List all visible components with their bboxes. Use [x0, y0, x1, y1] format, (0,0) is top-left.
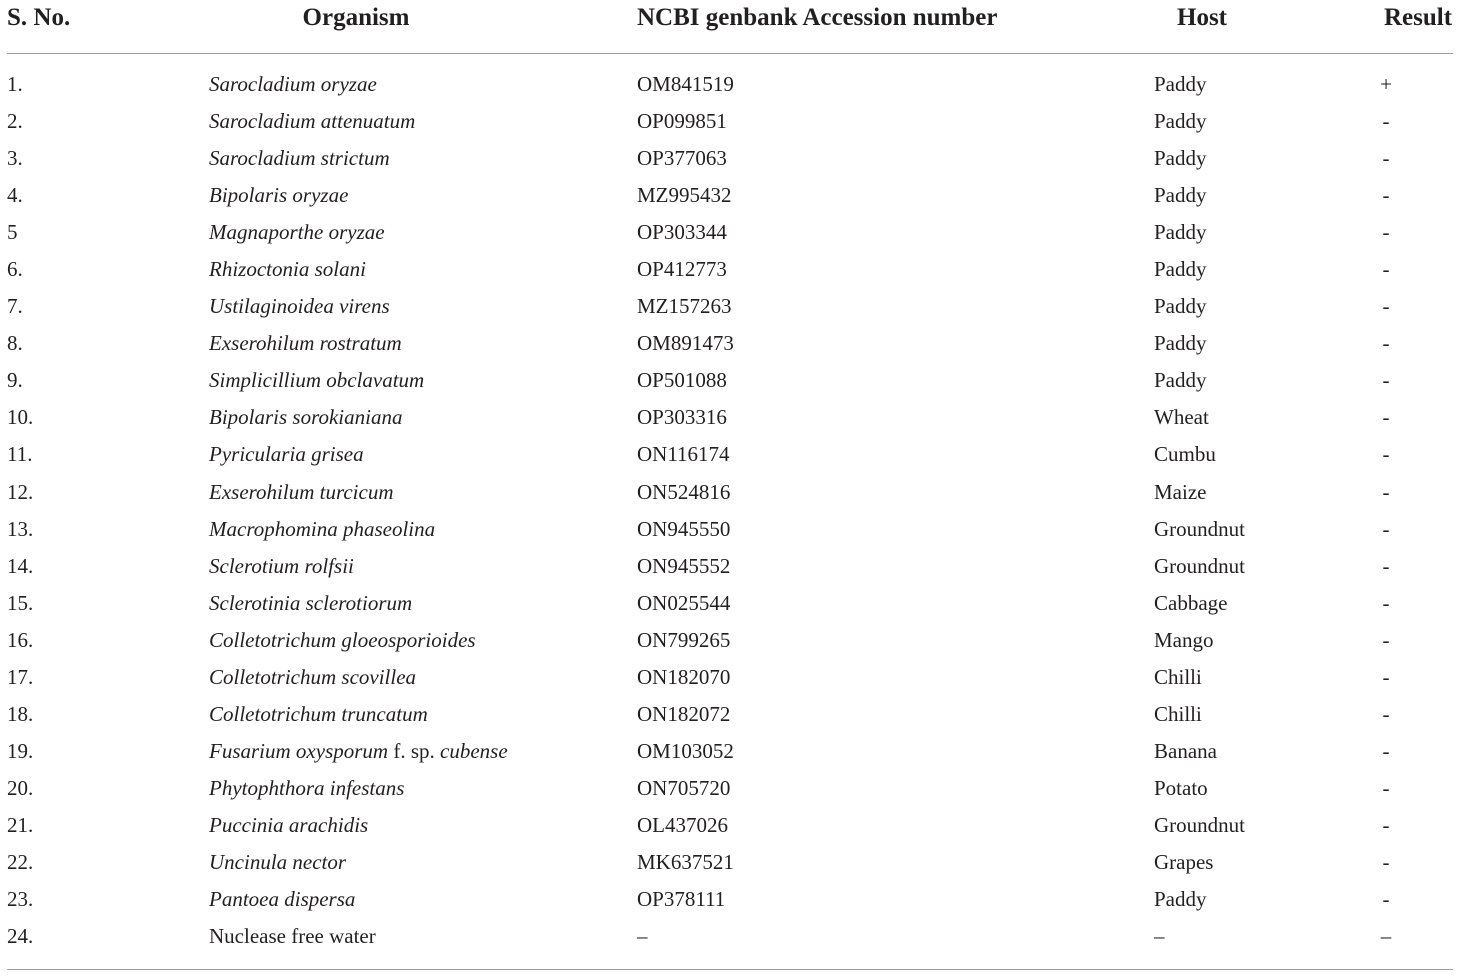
- cell-host: Paddy: [1154, 257, 1207, 282]
- cell-result: -: [1382, 627, 1390, 652]
- cell-accession: OM891473: [637, 331, 734, 356]
- cell-host: Paddy: [1154, 220, 1207, 245]
- cell-organism: [209, 733, 508, 770]
- table-row: [0, 696, 1460, 733]
- header-divider: [7, 53, 1453, 54]
- cell-result: -: [1382, 479, 1390, 504]
- cell-host: Grapes: [1154, 849, 1214, 874]
- table-row: [0, 733, 1460, 770]
- cell-accession: OM103052: [637, 738, 734, 763]
- cell-organism: Bipolaris oryzae: [209, 183, 349, 208]
- cell-result: -: [1382, 775, 1390, 800]
- cell-organism: Sarocladium oryzae: [209, 72, 377, 96]
- cell-accession: OP378111: [637, 887, 726, 912]
- cell-accession: ON705720: [637, 775, 731, 800]
- cell-sno: 21.: [7, 812, 34, 837]
- cell-host: Paddy: [1154, 109, 1207, 134]
- cell-sno: 11.: [7, 442, 33, 467]
- table-row: [0, 103, 1460, 140]
- table-row: [0, 474, 1460, 511]
- cell-result: -: [1382, 553, 1390, 578]
- cell-sno: 5: [7, 220, 18, 245]
- cell-organism: Exserohilum rostratum: [209, 331, 402, 356]
- cell-accession: OP099851: [637, 109, 727, 134]
- table-row: [0, 436, 1460, 473]
- cell-result: -: [1382, 442, 1390, 467]
- cell-organism: Colletotrichum truncatum: [209, 701, 428, 726]
- cell-result: –: [1380, 924, 1392, 949]
- cell-host: –: [1154, 924, 1165, 949]
- cell-host: Paddy: [1154, 72, 1207, 96]
- cell-result: -: [1382, 294, 1390, 319]
- table-body: [0, 66, 1460, 955]
- cell-accession: MZ157263: [637, 294, 732, 319]
- cell-accession: ON116174: [637, 442, 730, 467]
- cell-sno: 2.: [7, 109, 23, 134]
- cell-host: Cumbu: [1154, 442, 1216, 467]
- cell-host: Cabbage: [1154, 590, 1228, 615]
- cell-host: Mango: [1154, 627, 1214, 652]
- cell-organism: Macrophomina phaseolina: [209, 516, 436, 541]
- table-row: [0, 288, 1460, 325]
- table-row: [0, 177, 1460, 214]
- cell-sno: 16.: [7, 627, 34, 652]
- table-row: [0, 881, 1460, 918]
- cell-sno: 17.: [7, 664, 34, 689]
- cell-sno: 13.: [7, 516, 34, 541]
- cell-sno: 6.: [7, 257, 23, 282]
- table-row: [0, 214, 1460, 251]
- cell-accession: MK637521: [637, 849, 734, 874]
- cell-organism: Magnaporthe oryzae: [209, 220, 385, 245]
- cell-host: Paddy: [1154, 183, 1207, 208]
- organism-name-part: Fusarium oxysporum: [209, 738, 389, 763]
- cell-organism: Pantoea dispersa: [209, 887, 356, 912]
- cell-result: -: [1382, 183, 1390, 208]
- cell-organism: Pyricularia grisea: [209, 442, 364, 467]
- header-sno: S. No.: [7, 4, 71, 31]
- cell-result: -: [1382, 146, 1390, 171]
- cell-result: -: [1382, 109, 1390, 134]
- cell-accession: MZ995432: [637, 183, 732, 208]
- cell-organism: Sarocladium strictum: [209, 146, 390, 171]
- cell-host: Chilli: [1154, 701, 1202, 726]
- cell-sno: 12.: [7, 479, 34, 504]
- cell-organism: Ustilaginoidea virens: [209, 294, 390, 319]
- cell-organism: Sclerotinia sclerotiorum: [209, 590, 413, 615]
- cell-accession: ON025544: [637, 590, 731, 615]
- table-bottom-rule: [7, 969, 1453, 970]
- organism-name-part: cubense: [440, 738, 508, 763]
- cell-result: -: [1382, 331, 1390, 356]
- organism-name-part: f. sp.: [388, 738, 440, 763]
- cell-result: -: [1382, 738, 1390, 763]
- cell-organism: Sarocladium attenuatum: [209, 109, 416, 134]
- cell-organism: Phytophthora infestans: [209, 775, 405, 800]
- cell-result: -: [1382, 257, 1390, 282]
- table-row: [0, 511, 1460, 548]
- cell-sno: 22.: [7, 849, 34, 874]
- cell-accession: ON524816: [637, 479, 731, 504]
- cell-result: -: [1382, 368, 1390, 393]
- cell-result: +: [1380, 72, 1392, 96]
- cell-accession: OL437026: [637, 812, 728, 837]
- header-result: Result: [1383, 4, 1453, 31]
- cell-result: -: [1382, 849, 1390, 874]
- cell-host: Potato: [1154, 775, 1208, 800]
- cell-accession: ON182072: [637, 701, 731, 726]
- cell-accession: OP303344: [637, 220, 727, 245]
- cell-host: Groundnut: [1154, 812, 1245, 837]
- table-row: [0, 844, 1460, 881]
- cell-sno: 9.: [7, 368, 23, 393]
- table-row: [0, 140, 1460, 177]
- cell-host: Banana: [1154, 738, 1217, 763]
- cell-accession: OP412773: [637, 257, 727, 282]
- cell-accession: –: [637, 924, 648, 949]
- cell-result: -: [1382, 516, 1390, 541]
- cell-sno: 19.: [7, 738, 34, 763]
- cell-host: Groundnut: [1154, 516, 1245, 541]
- table-row: [0, 362, 1460, 399]
- cell-sno: 23.: [7, 887, 34, 912]
- cell-organism: Uncinula nector: [209, 849, 347, 874]
- cell-sno: 8.: [7, 331, 23, 356]
- cell-organism: Puccinia arachidis: [209, 812, 369, 837]
- cell-result: -: [1382, 887, 1390, 912]
- table-row: [0, 622, 1460, 659]
- cell-accession: OM841519: [637, 72, 734, 96]
- cell-result: -: [1382, 812, 1390, 837]
- cell-host: Paddy: [1154, 887, 1207, 912]
- cell-organism: Colletotrichum gloeosporioides: [209, 627, 476, 652]
- table-row: [0, 66, 1460, 103]
- cell-sno: 18.: [7, 701, 34, 726]
- cell-host: Groundnut: [1154, 553, 1245, 578]
- table-row: [0, 548, 1460, 585]
- cell-host: Paddy: [1154, 146, 1207, 171]
- cell-accession: OP303316: [637, 405, 727, 430]
- cell-sno: 24.: [7, 924, 34, 949]
- header-organism: Organism: [302, 4, 410, 31]
- table-row: [0, 918, 1460, 955]
- table-row: [0, 325, 1460, 362]
- cell-organism: Rhizoctonia solani: [209, 257, 366, 282]
- cell-accession: OP501088: [637, 368, 727, 393]
- cell-sno: 1.: [7, 72, 23, 96]
- cell-sno: 7.: [7, 294, 23, 319]
- cell-organism: Sclerotium rolfsii: [209, 553, 354, 578]
- cell-organism: Colletotrichum scovillea: [209, 664, 417, 689]
- table-row: [0, 399, 1460, 436]
- cell-accession: ON945552: [637, 553, 731, 578]
- cell-accession: ON945550: [637, 516, 731, 541]
- table-row: [0, 251, 1460, 288]
- table-row: [0, 585, 1460, 622]
- cell-host: Maize: [1154, 479, 1207, 504]
- cell-sno: 3.: [7, 146, 23, 171]
- table-row: [0, 807, 1460, 844]
- cell-accession: OP377063: [637, 146, 727, 171]
- table-row: [0, 770, 1460, 807]
- cell-organism: Nuclease free water: [209, 924, 376, 949]
- cell-host: Chilli: [1154, 664, 1202, 689]
- cell-host: Paddy: [1154, 331, 1207, 356]
- cell-accession: ON799265: [637, 627, 731, 652]
- cell-organism: Exserohilum turcicum: [209, 479, 394, 504]
- cell-sno: 4.: [7, 183, 23, 208]
- cell-sno: 20.: [7, 775, 34, 800]
- cell-host: Paddy: [1154, 294, 1207, 319]
- cell-organism: Simplicillium obclavatum: [209, 368, 425, 393]
- cell-host: Wheat: [1154, 405, 1209, 430]
- cell-sno: 15.: [7, 590, 34, 615]
- cell-result: -: [1382, 590, 1390, 615]
- cell-result: -: [1382, 405, 1390, 430]
- cell-result: -: [1382, 701, 1390, 726]
- cell-result: -: [1382, 664, 1390, 689]
- cell-result: -: [1382, 220, 1390, 245]
- header-host: Host: [1177, 4, 1227, 31]
- cell-host: Paddy: [1154, 368, 1207, 393]
- cell-sno: 14.: [7, 553, 34, 578]
- cell-sno: 10.: [7, 405, 34, 430]
- table-row: [0, 659, 1460, 696]
- cell-accession: ON182070: [637, 664, 731, 689]
- cell-organism: Bipolaris sorokianiana: [209, 405, 403, 430]
- header-accession: NCBI genbank Accession number: [637, 4, 998, 31]
